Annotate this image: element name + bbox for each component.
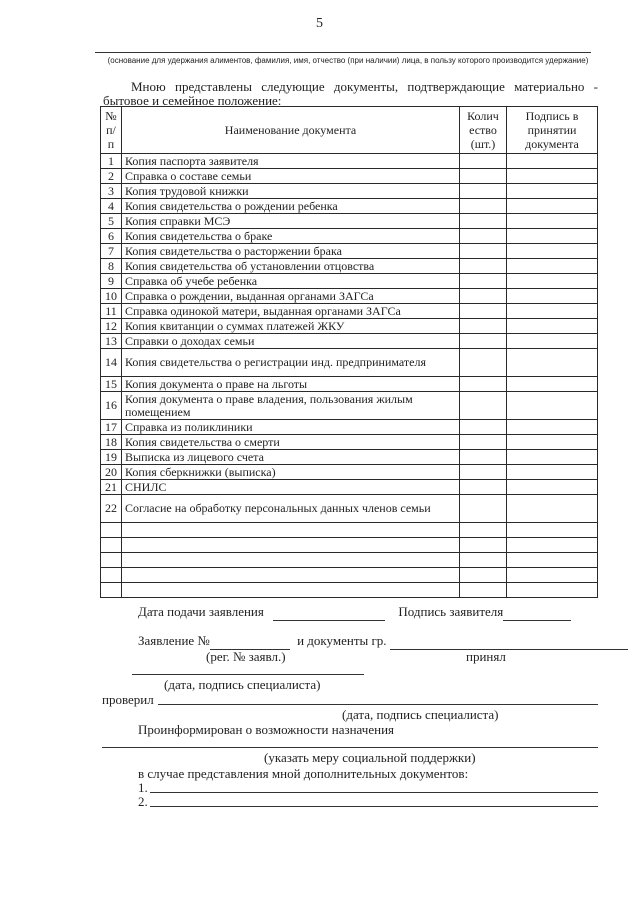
row-signature-cell[interactable] bbox=[507, 289, 598, 304]
table-header-row bbox=[101, 107, 598, 154]
row-number: 17 bbox=[101, 420, 122, 435]
applicant-signature-label: Подпись заявителя bbox=[398, 604, 504, 619]
row-quantity-cell[interactable] bbox=[460, 229, 507, 244]
additional-item-1-label: 1. bbox=[138, 780, 148, 795]
empty-name-cell[interactable] bbox=[122, 583, 460, 598]
row-quantity-cell[interactable] bbox=[460, 420, 507, 435]
row-number: 2 bbox=[101, 169, 122, 184]
header-number-line-1: № bbox=[105, 109, 117, 123]
row-document-name: Справка о рождении, выданная органами ЗАГСа bbox=[122, 289, 460, 304]
submission-date-field[interactable] bbox=[273, 604, 385, 621]
table-row bbox=[101, 319, 598, 334]
row-number: 6 bbox=[101, 229, 122, 244]
row-document-name: Копия документа о праве владения, пользования жилым помещением bbox=[122, 392, 460, 420]
empty-number-cell[interactable] bbox=[101, 568, 122, 583]
empty-signature-cell[interactable] bbox=[507, 568, 598, 583]
checked-label: проверил bbox=[102, 692, 154, 707]
row-signature-cell[interactable] bbox=[507, 244, 598, 259]
row-document-name: Согласие на обработку персональных данных членов семьи bbox=[122, 495, 460, 523]
row-quantity-cell[interactable] bbox=[460, 169, 507, 184]
header-number-line-2: п/ bbox=[106, 123, 116, 137]
row-document-name: Копия свидетельства о смерти bbox=[122, 435, 460, 450]
row-signature-cell[interactable] bbox=[507, 377, 598, 392]
row-signature-cell[interactable] bbox=[507, 495, 598, 523]
row-quantity-cell[interactable] bbox=[460, 259, 507, 274]
row-signature-cell[interactable] bbox=[507, 184, 598, 199]
row-number: 20 bbox=[101, 465, 122, 480]
table-row bbox=[101, 392, 598, 420]
row-document-name: СНИЛС bbox=[122, 480, 460, 495]
row-document-name: Справка из поликлиники bbox=[122, 420, 460, 435]
row-signature-cell[interactable] bbox=[507, 229, 598, 244]
row-number: 9 bbox=[101, 274, 122, 289]
empty-name-cell[interactable] bbox=[122, 523, 460, 538]
date-signature-caption-2: (дата, подпись специалиста) bbox=[342, 707, 499, 722]
date-signature-caption-1: (дата, подпись специалиста) bbox=[164, 677, 321, 692]
row-number: 3 bbox=[101, 184, 122, 199]
row-quantity-cell[interactable] bbox=[460, 450, 507, 465]
row-document-name: Справки о доходах семьи bbox=[122, 334, 460, 349]
row-quantity-cell[interactable] bbox=[460, 199, 507, 214]
empty-row bbox=[101, 538, 598, 553]
empty-quantity-cell[interactable] bbox=[460, 583, 507, 598]
row-signature-cell[interactable] bbox=[507, 450, 598, 465]
row-document-name: Копия квитанции о суммах платежей ЖКУ bbox=[122, 319, 460, 334]
row-quantity-cell[interactable] bbox=[460, 154, 507, 169]
submission-date-label: Дата подачи заявления bbox=[138, 604, 264, 619]
row-signature-cell[interactable] bbox=[507, 274, 598, 289]
row-number: 5 bbox=[101, 214, 122, 229]
header-signature-line-1: Подпись в bbox=[525, 109, 579, 123]
empty-signature-cell[interactable] bbox=[507, 583, 598, 598]
table-row bbox=[101, 229, 598, 244]
row-document-name: Копия свидетельства о регистрации инд. предпринимателя bbox=[122, 349, 460, 377]
recipient-caption: (основание для удержания алиментов, фамилия, имя, отчество (при наличии) лица, в пользу которого производится удержание) bbox=[107, 56, 589, 65]
additional-item-2-label: 2. bbox=[138, 794, 148, 809]
row-signature-cell[interactable] bbox=[507, 169, 598, 184]
header-quantity-line-1: Колич bbox=[467, 109, 499, 123]
table-row bbox=[101, 184, 598, 199]
row-number: 12 bbox=[101, 319, 122, 334]
row-signature-cell[interactable] bbox=[507, 465, 598, 480]
header-document-name: Наименование документа bbox=[122, 107, 460, 154]
table-row bbox=[101, 435, 598, 450]
row-document-name: Копия свидетельства об установлении отцовства bbox=[122, 259, 460, 274]
row-document-name: Справка об учебе ребенка bbox=[122, 274, 460, 289]
row-number: 19 bbox=[101, 450, 122, 465]
table-row bbox=[101, 495, 598, 523]
empty-quantity-cell[interactable] bbox=[460, 568, 507, 583]
row-quantity-cell[interactable] bbox=[460, 480, 507, 495]
row-quantity-cell[interactable] bbox=[460, 274, 507, 289]
informed-text: Проинформирован о возможности назначения bbox=[138, 722, 395, 737]
row-quantity-cell[interactable] bbox=[460, 392, 507, 420]
empty-number-cell[interactable] bbox=[101, 553, 122, 568]
row-document-name: Справка о составе семьи bbox=[122, 169, 460, 184]
empty-name-cell[interactable] bbox=[122, 553, 460, 568]
empty-quantity-cell[interactable] bbox=[460, 538, 507, 553]
statement-number-field[interactable] bbox=[210, 633, 290, 650]
row-number: 22 bbox=[101, 495, 122, 523]
intro-line-1: Мною представлены следующие документы, подтверждающие материально - bbox=[131, 79, 598, 94]
row-quantity-cell[interactable] bbox=[460, 435, 507, 450]
row-number: 16 bbox=[101, 392, 122, 420]
row-signature-cell[interactable] bbox=[507, 334, 598, 349]
support-measure-caption: (указать меру социальной поддержки) bbox=[264, 750, 476, 765]
empty-name-cell[interactable] bbox=[122, 568, 460, 583]
table-row bbox=[101, 154, 598, 169]
row-signature-cell[interactable] bbox=[507, 319, 598, 334]
row-number: 7 bbox=[101, 244, 122, 259]
empty-row bbox=[101, 553, 598, 568]
submission-date-row bbox=[138, 604, 571, 621]
table-row bbox=[101, 169, 598, 184]
row-signature-cell[interactable] bbox=[507, 214, 598, 229]
empty-row bbox=[101, 583, 598, 598]
empty-signature-cell[interactable] bbox=[507, 538, 598, 553]
checked-signature-line[interactable] bbox=[158, 704, 598, 705]
row-number: 11 bbox=[101, 304, 122, 319]
additional-item-2-line[interactable] bbox=[150, 806, 598, 807]
row-document-name: Копия паспорта заявителя bbox=[122, 154, 460, 169]
table-row bbox=[101, 289, 598, 304]
recipient-line bbox=[95, 52, 591, 53]
row-quantity-cell[interactable] bbox=[460, 334, 507, 349]
header-number-line-3: п bbox=[107, 137, 115, 151]
row-number: 14 bbox=[101, 349, 122, 377]
documents-of-label: и документы гр. bbox=[297, 633, 387, 648]
support-measure-line[interactable] bbox=[102, 747, 598, 748]
row-quantity-cell[interactable] bbox=[460, 214, 507, 229]
row-signature-cell[interactable] bbox=[507, 420, 598, 435]
row-signature-cell[interactable] bbox=[507, 154, 598, 169]
table-row bbox=[101, 480, 598, 495]
empty-number-cell[interactable] bbox=[101, 523, 122, 538]
empty-number-cell[interactable] bbox=[101, 538, 122, 553]
table-row bbox=[101, 274, 598, 289]
row-number: 13 bbox=[101, 334, 122, 349]
row-signature-cell[interactable] bbox=[507, 480, 598, 495]
row-signature-cell[interactable] bbox=[507, 304, 598, 319]
table-row bbox=[101, 420, 598, 435]
row-document-name: Копия документа о праве на льготы bbox=[122, 377, 460, 392]
row-document-name: Копия сберкнижки (выписка) bbox=[122, 465, 460, 480]
row-quantity-cell[interactable] bbox=[460, 184, 507, 199]
intro-line-2: бытовое и семейное положение: bbox=[103, 93, 282, 108]
row-document-name: Копия свидетельства о браке bbox=[122, 229, 460, 244]
empty-number-cell[interactable] bbox=[101, 583, 122, 598]
empty-row bbox=[101, 568, 598, 583]
empty-signature-cell[interactable] bbox=[507, 553, 598, 568]
header-number bbox=[101, 107, 122, 154]
header-quantity-line-3: (шт.) bbox=[470, 137, 496, 151]
row-document-name: Копия свидетельства о рождении ребенка bbox=[122, 199, 460, 214]
row-number: 8 bbox=[101, 259, 122, 274]
row-quantity-cell[interactable] bbox=[460, 319, 507, 334]
table-row bbox=[101, 377, 598, 392]
table-row bbox=[101, 334, 598, 349]
row-number: 18 bbox=[101, 435, 122, 450]
empty-name-cell[interactable] bbox=[122, 538, 460, 553]
row-signature-cell[interactable] bbox=[507, 349, 598, 377]
statement-row bbox=[138, 633, 628, 650]
citizen-name-field[interactable] bbox=[390, 633, 628, 650]
empty-row bbox=[101, 523, 598, 538]
additional-item-1-line[interactable] bbox=[150, 792, 598, 793]
row-quantity-cell[interactable] bbox=[460, 289, 507, 304]
header-quantity-line-2: ество bbox=[469, 123, 497, 137]
table-row bbox=[101, 214, 598, 229]
accepted-signature-line[interactable] bbox=[132, 674, 364, 675]
documents-table bbox=[100, 106, 598, 598]
row-quantity-cell[interactable] bbox=[460, 349, 507, 377]
row-document-name: Выписка из лицевого счета bbox=[122, 450, 460, 465]
empty-quantity-cell[interactable] bbox=[460, 553, 507, 568]
row-signature-cell[interactable] bbox=[507, 392, 598, 420]
table-row bbox=[101, 244, 598, 259]
reg-number-caption: (рег. № заявл.) bbox=[206, 649, 286, 664]
row-document-name: Копия свидетельства о расторжении брака bbox=[122, 244, 460, 259]
header-signature-line-3: документа bbox=[525, 137, 579, 151]
row-signature-cell[interactable] bbox=[507, 199, 598, 214]
empty-quantity-cell[interactable] bbox=[460, 523, 507, 538]
row-number: 15 bbox=[101, 377, 122, 392]
additional-documents-text: в случае представления мной дополнительных документов: bbox=[138, 766, 469, 781]
row-document-name: Копия справки МСЭ bbox=[122, 214, 460, 229]
intro-paragraph bbox=[103, 80, 598, 108]
row-quantity-cell[interactable] bbox=[460, 495, 507, 523]
row-quantity-cell[interactable] bbox=[460, 377, 507, 392]
row-number: 21 bbox=[101, 480, 122, 495]
table-row bbox=[101, 450, 598, 465]
row-number: 10 bbox=[101, 289, 122, 304]
accepted-label: принял bbox=[466, 649, 506, 664]
statement-number-label: Заявление № bbox=[138, 633, 210, 648]
header-signature-line-2: принятии bbox=[527, 123, 577, 137]
row-number: 4 bbox=[101, 199, 122, 214]
header-signature bbox=[507, 107, 598, 154]
empty-signature-cell[interactable] bbox=[507, 523, 598, 538]
row-document-name: Копия трудовой книжки bbox=[122, 184, 460, 199]
row-signature-cell[interactable] bbox=[507, 435, 598, 450]
applicant-signature-field[interactable] bbox=[503, 604, 571, 621]
row-quantity-cell[interactable] bbox=[460, 465, 507, 480]
row-signature-cell[interactable] bbox=[507, 259, 598, 274]
table-row bbox=[101, 304, 598, 319]
table-row bbox=[101, 465, 598, 480]
row-quantity-cell[interactable] bbox=[460, 304, 507, 319]
header-quantity bbox=[460, 107, 507, 154]
table-row bbox=[101, 259, 598, 274]
row-document-name: Справка одинокой матери, выданная органами ЗАГСа bbox=[122, 304, 460, 319]
table-row bbox=[101, 349, 598, 377]
table-row bbox=[101, 199, 598, 214]
row-quantity-cell[interactable] bbox=[460, 244, 507, 259]
row-number: 1 bbox=[101, 154, 122, 169]
page-number: 5 bbox=[316, 16, 323, 31]
